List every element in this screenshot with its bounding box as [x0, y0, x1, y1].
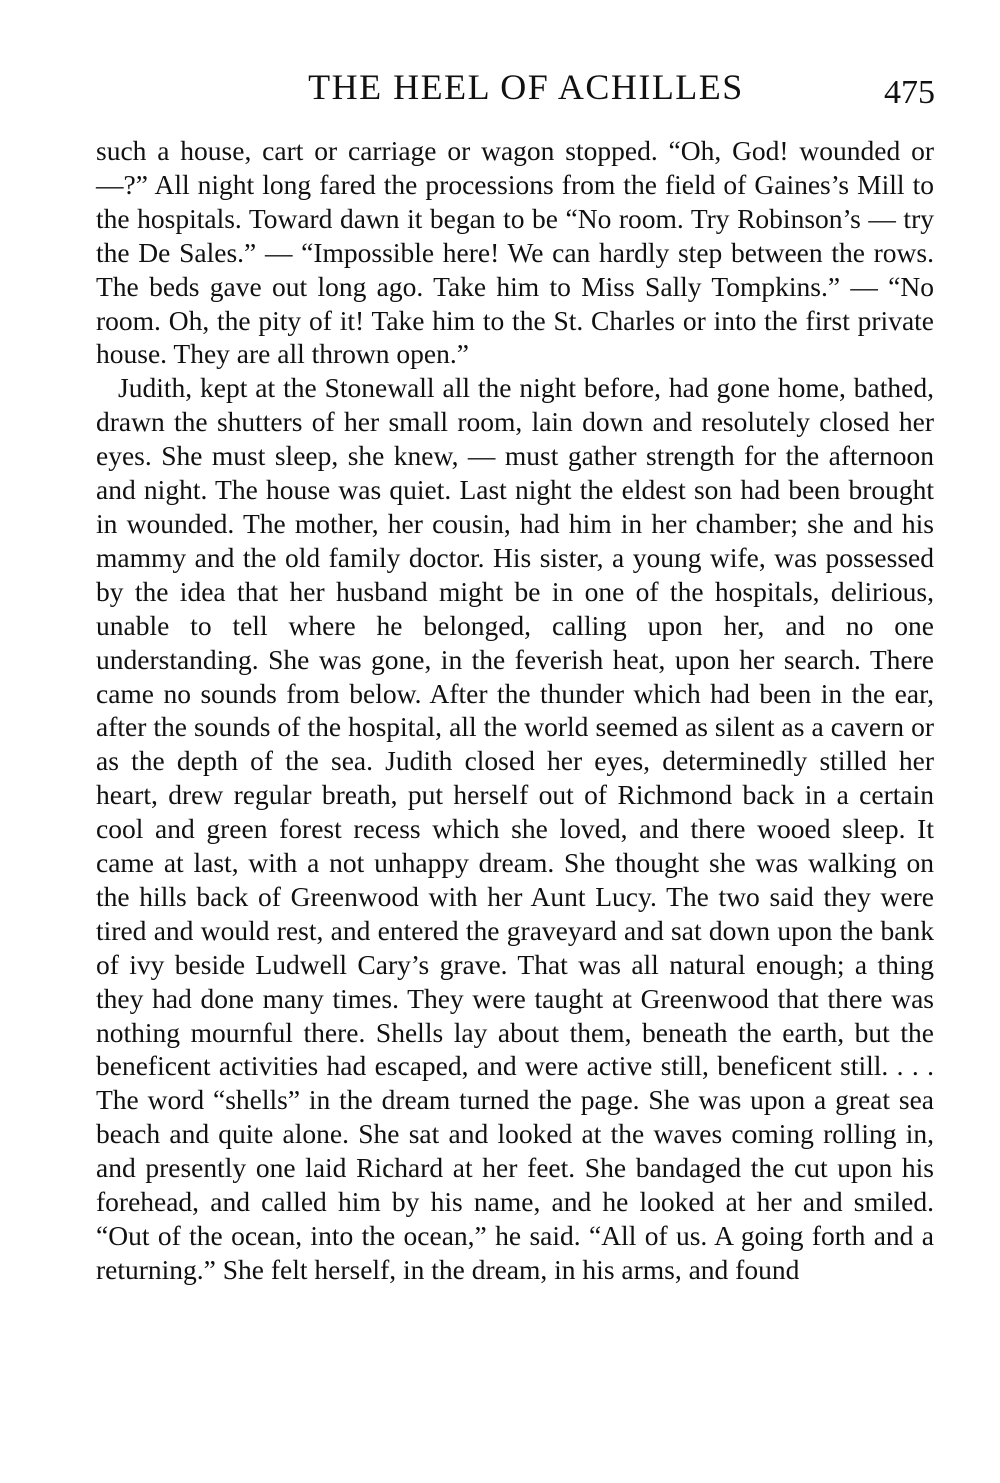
running-head [95, 62, 935, 112]
body-text [96, 134, 934, 1287]
paragraph-continued: such a house, cart or carriage or wagon stopped. “Oh, God! wounded or —?” All night long fared the processions from the field of Gaines’s Mill to the hospitals. Toward dawn it began to be “No room. Try Robinson’s — try the De Sales.” — “Impossible here! We can hardly step between the rows. The beds gave out long ago. Take him to Miss Sally Tompkins.” — “No room. Oh, the pity of it! Take him to the St. Charles or into the first private house. They are all thrown open.” [96, 135, 934, 370]
paragraph: Judith, kept at the Stonewall all the night before, had gone home, bathed, drawn the shutters of her small room, lain down and resolutely closed her eyes. She must sleep, she knew, — must gather strength for the afternoon and night. The house was quiet. Last night the eldest son had been brought in wounded. The mother, her cousin, had him in her chamber; she and his mammy and the old family doctor. His sister, a young wife, was possessed by the idea that her husband might be in one of the hospitals, delirious, unable to tell where he belonged, calling upon her, and no one understanding. She was gone, in the feverish heat, upon her search. There came no sounds from below. After the thunder which had been in the ear, after the sounds of the hospital, all the world seemed as silent as a cavern or as the depth of the sea. Judith closed her eyes, determinedly stilled her heart, drew regular breath, put herself out of Richmond back in a certain cool and green forest recess which she loved, and there wooed sleep. It came at last, with a not unhappy dream. She thought she was walking on the hills back of Greenwood with her Aunt Lucy. The two said they were tired and would rest, and entered the graveyard and sat down upon the bank of ivy beside Ludwell Cary’s grave. That was all natural enough; a thing they had done many times. They were taught at Greenwood that there was nothing mournful there. Shells lay about them, beneath the earth, but the beneficent activities had escaped, and were active still, beneficent still. . . . The word “shells” in the dream turned the page. She was upon a great sea beach and quite alone. She sat and looked at the waves coming rolling in, and presently one laid Richard at her feet. She bandaged the cut upon his forehead, and called him by his name, and he looked at her and smiled. “Out of the ocean, into the ocean,” he said. “All of us. A going forth and a returning.” She felt herself, in the dream, in his arms, and found [96, 372, 934, 1285]
page-number: 475 [884, 74, 935, 111]
running-title: THE HEEL OF ACHILLES [308, 67, 744, 107]
